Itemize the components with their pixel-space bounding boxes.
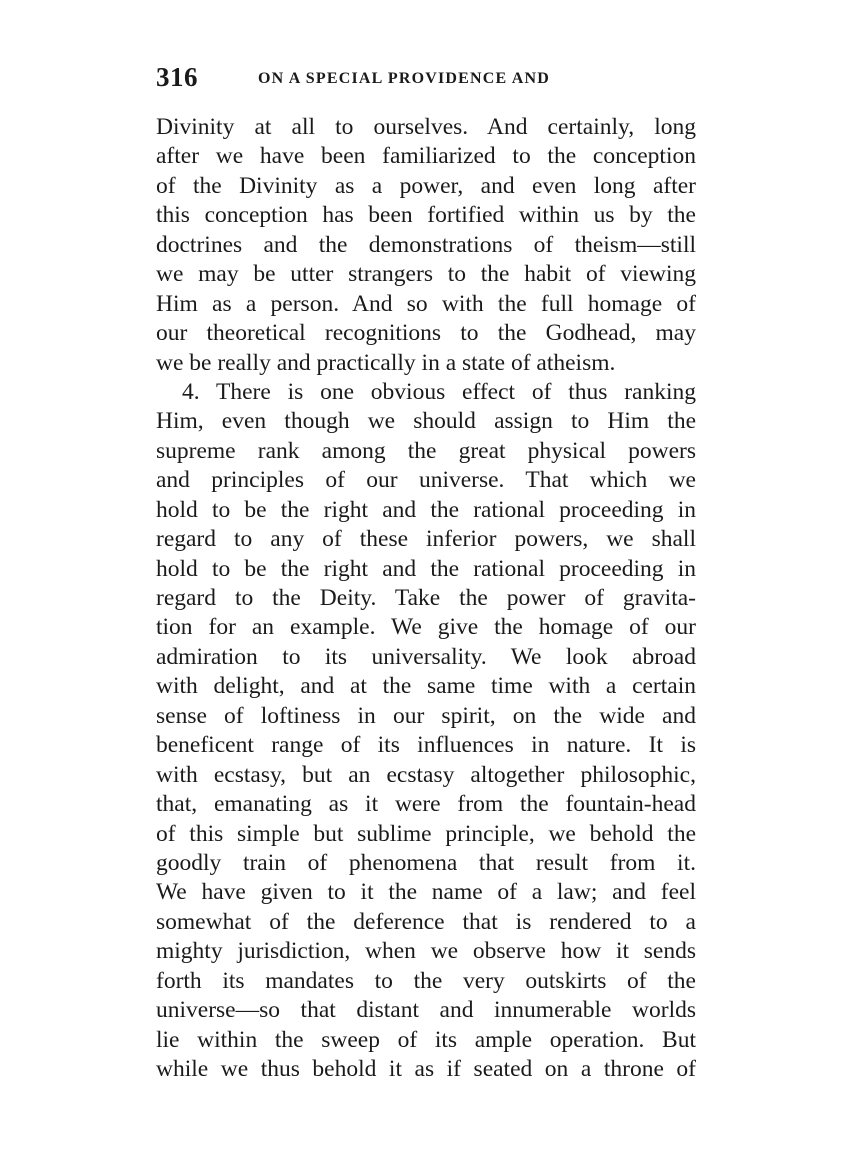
text-line: somewhat of the deference that is rendered to a <box>156 908 696 935</box>
text-line: Him, even though we should assign to Him the <box>156 408 696 435</box>
text-line: hold to be the right and the rational proceeding in <box>156 555 696 582</box>
text-line: while we thus behold it as if seated on a throne of <box>156 1056 696 1082</box>
text-line: and principles of our universe. That which we <box>156 467 696 494</box>
text-line: goodly train of phenomena that result from it. <box>156 849 696 876</box>
text-line: forth its mandates to the very outskirts of the <box>156 967 696 994</box>
text-line: this conception has been fortified within us by the <box>156 202 696 229</box>
body-text <box>156 113 696 1084</box>
text-line: Him as a person. And so with the full homage of <box>156 290 696 317</box>
text-line: tion for an example. We give the homage of our <box>156 614 696 641</box>
text-line: regard to the Deity. Take the power of gravita- <box>156 585 696 611</box>
text-line: admiration to its universality. We look abroad <box>156 643 696 670</box>
text-line: with delight, and at the same time with a certain <box>156 673 696 700</box>
text-line: universe—so that distant and innumerable worlds <box>156 997 696 1024</box>
text-line: our theoretical recognitions to the Godhead, may <box>156 320 696 347</box>
text-line: mighty jurisdiction, when we observe how it sends <box>156 938 696 965</box>
running-title: ON A SPECIAL PROVIDENCE AND <box>258 70 551 87</box>
text-line: of the Divinity as a power, and even long after <box>156 172 696 199</box>
paragraph-end-line: we be really and practically in a state of atheism. <box>156 349 616 376</box>
text-line: hold to be the right and the rational proceeding in <box>156 496 696 523</box>
text-line: after we have been familiarized to the conception <box>156 143 696 170</box>
paragraph-start-line: 4. There is one obvious effect of thus ranking <box>182 378 696 405</box>
text-line: supreme rank among the great physical powers <box>156 437 696 464</box>
text-line: Divinity at all to ourselves. And certainly, long <box>156 114 696 140</box>
text-line: beneficent range of its influences in nature. It is <box>156 732 696 759</box>
text-line: regard to any of these inferior powers, we shall <box>156 526 696 553</box>
text-line: sense of loftiness in our spirit, on the wide and <box>156 702 696 729</box>
text-line: doctrines and the demonstrations of theism—still <box>156 231 696 258</box>
text-line: that, emanating as it were from the fountain-head <box>156 791 696 818</box>
page-number: 316 <box>156 62 198 92</box>
text-line: we may be utter strangers to the habit of viewing <box>156 261 696 288</box>
text-line: We have given to it the name of a law; and feel <box>156 879 696 906</box>
text-line: lie within the sweep of its ample operation. But <box>156 1026 696 1053</box>
running-head <box>156 62 696 96</box>
text-line: of this simple but sublime principle, we behold the <box>156 820 696 847</box>
text-line: with ecstasy, but an ecstasy altogether philosophic, <box>156 761 696 788</box>
